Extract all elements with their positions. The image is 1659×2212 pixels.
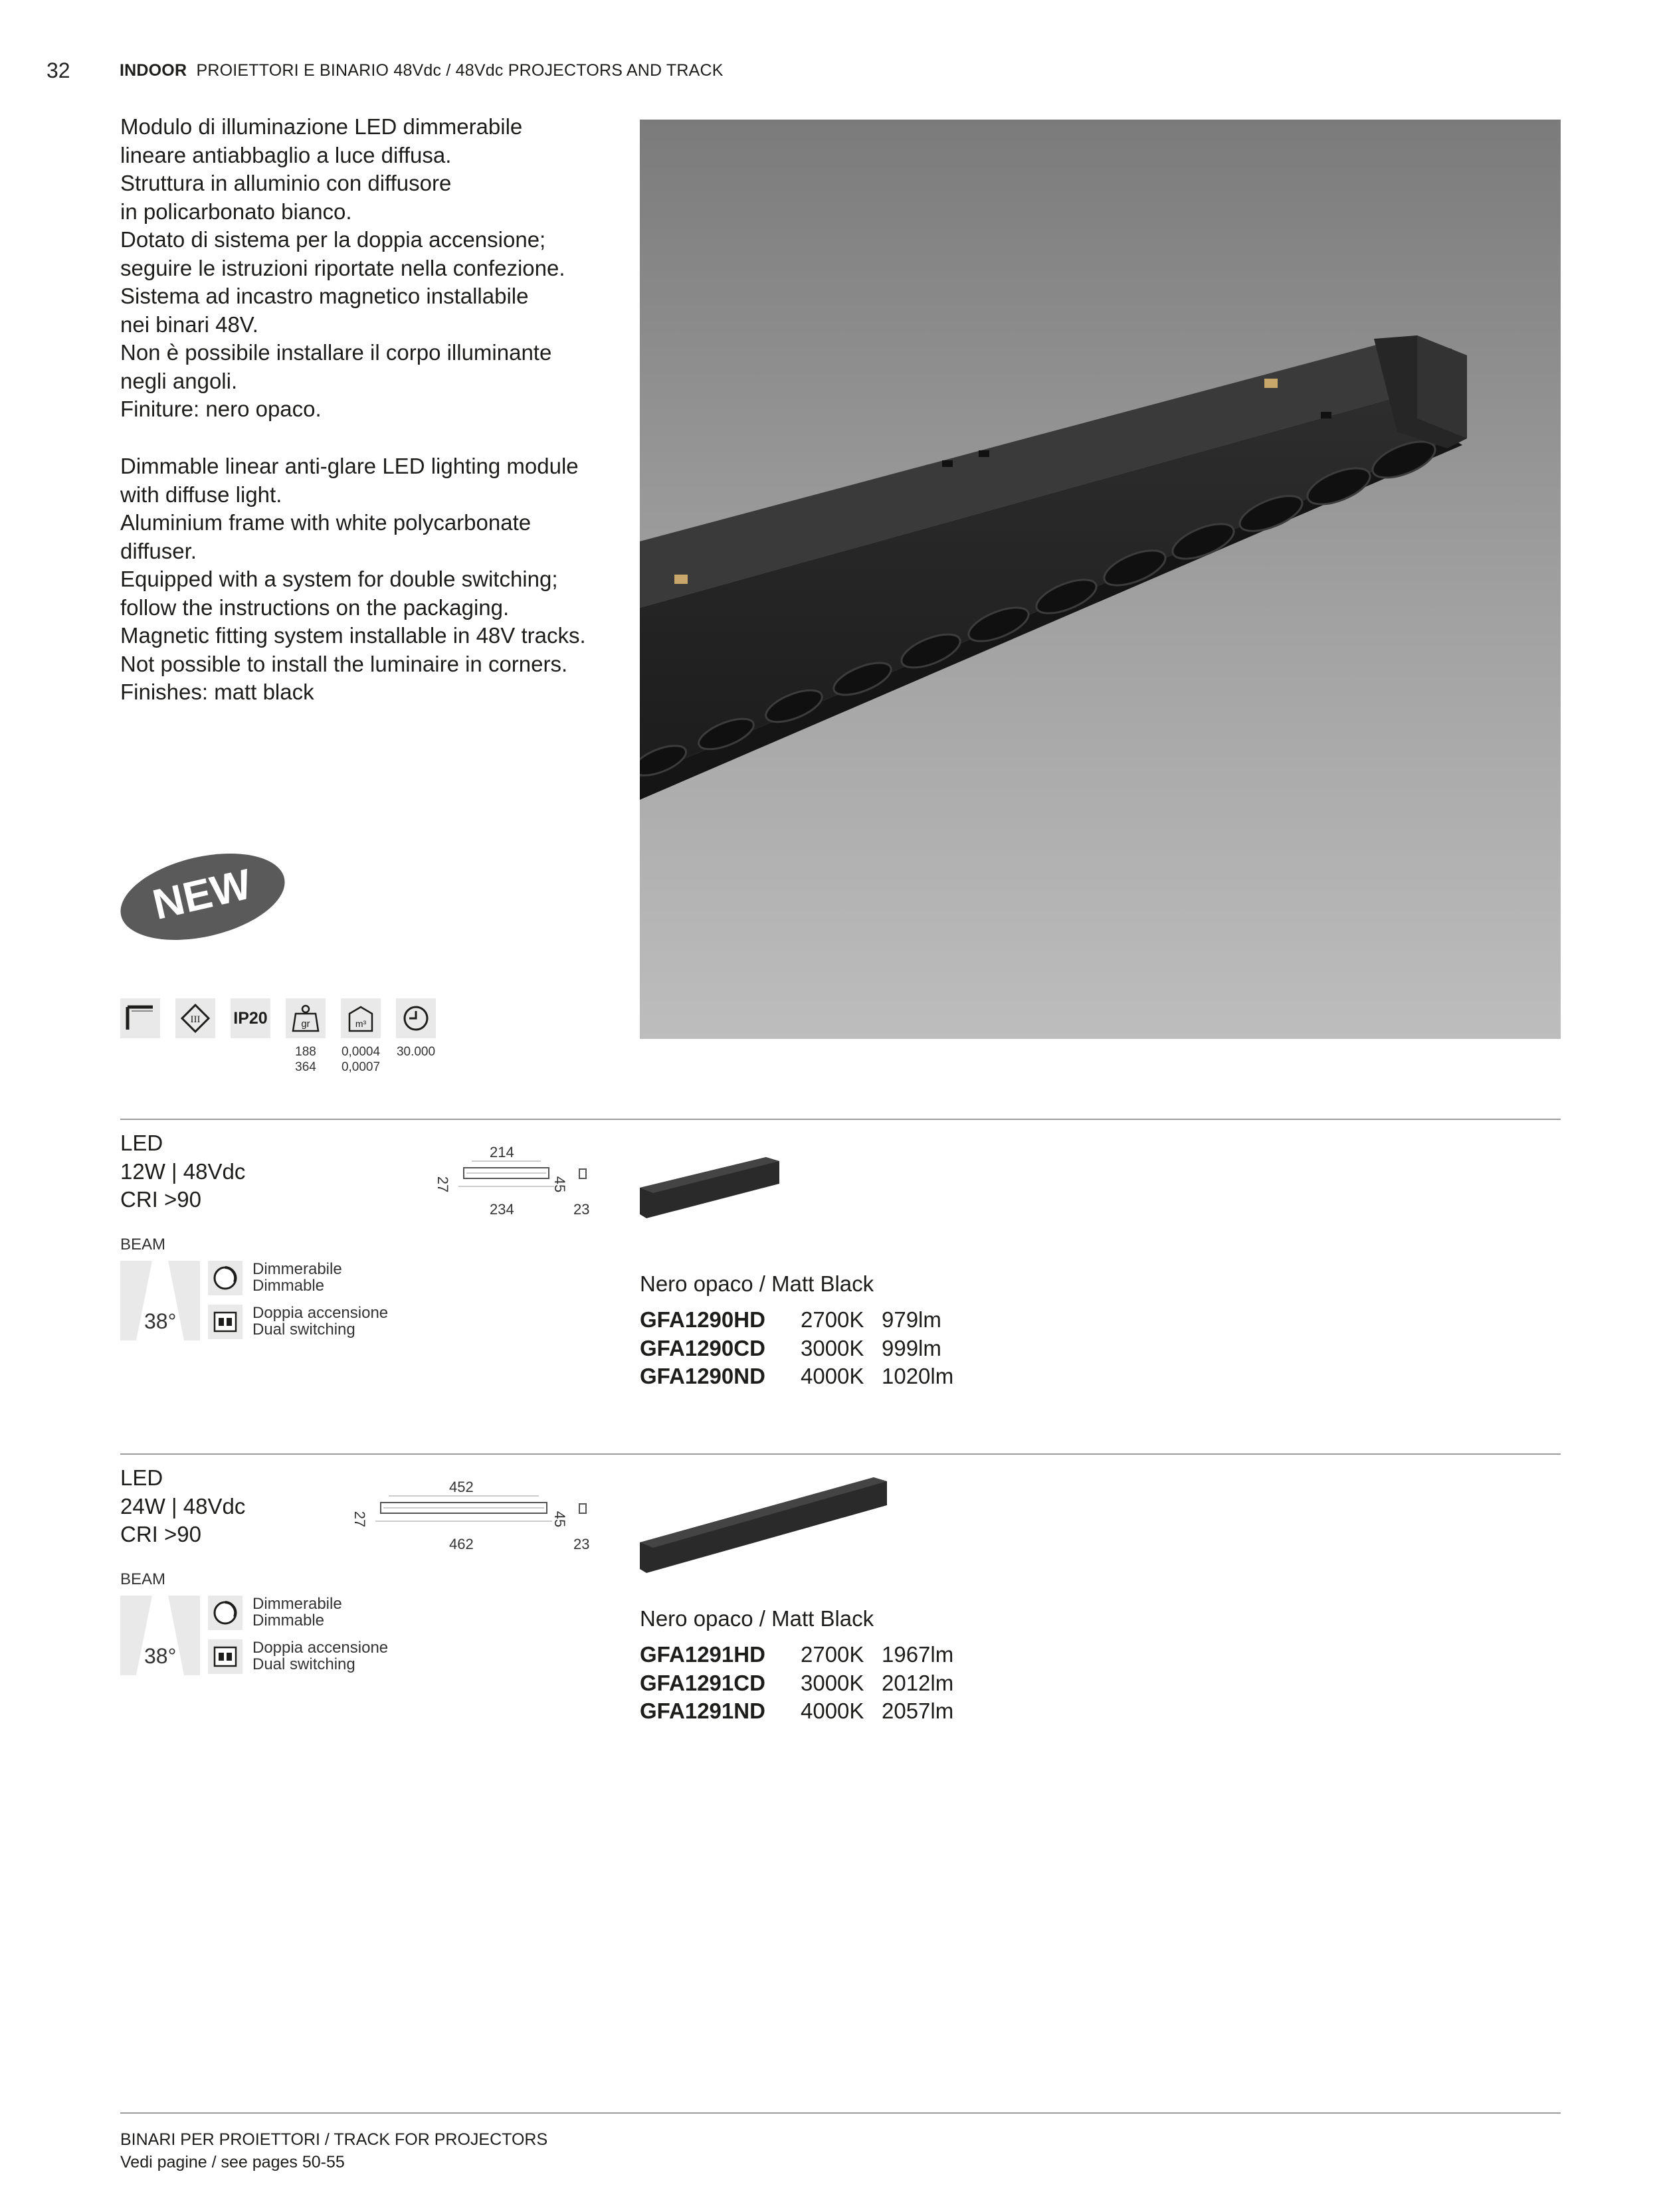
lumen-output: 2012lm <box>882 1670 954 1695</box>
product-code-row <box>640 1362 953 1391</box>
feature-it: Doppia accensione <box>252 1639 389 1657</box>
volume-value: 0,0007 <box>341 1060 381 1074</box>
description-english <box>120 452 625 707</box>
description-line: Finiture: nero opaco. <box>120 397 322 421</box>
product-code: GFA1291ND <box>640 1699 765 1723</box>
beam-angle: 38° <box>144 1644 177 1668</box>
feature-en: Dimmable <box>252 1612 325 1629</box>
product-code-row <box>640 1697 953 1726</box>
lumen-output: 979lm <box>882 1307 941 1332</box>
feature-it: Dimmerabile <box>252 1595 342 1613</box>
track-mount-icon <box>120 998 160 1038</box>
description-line: Struttura in alluminio con diffusore <box>120 171 452 195</box>
dimmable-text <box>252 1596 342 1629</box>
description-line: Magnetic fitting system installable in 48V tracks. <box>120 623 586 648</box>
feature-en: Dual switching <box>252 1321 355 1338</box>
dim-total-length: 234 <box>490 1201 514 1218</box>
product-code: GFA1291CD <box>640 1670 765 1695</box>
dim-width: 23 <box>573 1536 590 1552</box>
footer-reference: Vedi pagine / see pages 50-55 <box>120 2153 345 2171</box>
description-line: seguire le istruzioni riportate nella confezione. <box>120 255 565 280</box>
dual-switching-text <box>252 1305 388 1338</box>
class-iii-icon <box>175 998 215 1038</box>
description-line: nei binari 48V. <box>120 312 258 337</box>
description-line: Aluminium frame with white polycarbonate <box>120 510 532 535</box>
weight-icon <box>286 998 326 1038</box>
product-code: GFA1290CD <box>640 1335 765 1360</box>
dim-height-a: 27 <box>351 1511 369 1528</box>
description-line: follow the instructions on the packaging. <box>120 595 510 620</box>
lumen-output: 999lm <box>882 1335 941 1360</box>
volume-values <box>334 1044 387 1075</box>
product-code-row <box>640 1669 953 1698</box>
dim-height-a: 27 <box>435 1176 452 1193</box>
product-code-row <box>640 1641 953 1669</box>
page-header <box>120 61 724 80</box>
beam-angle-box <box>120 1261 200 1340</box>
description-line: with diffuse light. <box>120 482 282 507</box>
description-italian <box>120 113 625 424</box>
power-voltage: 12W | 48Vdc <box>120 1158 246 1184</box>
dim-height-b: 45 <box>551 1511 569 1528</box>
product-code: GFA1290ND <box>640 1364 765 1388</box>
dim-height-b: 45 <box>551 1176 569 1193</box>
color-temperature: 2700K <box>801 1307 864 1332</box>
lifetime-clock-icon <box>396 998 436 1038</box>
lumen-output: 2057lm <box>882 1699 954 1723</box>
product-code-table <box>640 1306 953 1391</box>
feature-it: Doppia accensione <box>252 1304 389 1322</box>
footer-title: BINARI PER PROIETTORI / TRACK FOR PROJECTORS <box>120 2130 548 2149</box>
description-line: in policarbonato bianco. <box>120 199 352 224</box>
color-temperature: 3000K <box>801 1335 864 1360</box>
weight-value: 188 <box>295 1045 316 1059</box>
header-subtitle: PROIETTORI E BINARIO 48Vdc / 48Vdc PROJECTORS AND TRACK <box>196 61 724 80</box>
description-line: Non è possibile installare il corpo illuminante <box>120 340 552 365</box>
dim-inner-length: 214 <box>490 1144 514 1160</box>
color-temperature: 4000K <box>801 1699 864 1723</box>
beam-label: BEAM <box>120 1236 166 1253</box>
product-code-table <box>640 1641 953 1726</box>
weight-icon-text: gr <box>301 1018 310 1030</box>
feature-en: Dimmable <box>252 1277 325 1295</box>
svg-text:III: III <box>190 1014 201 1025</box>
description-line: negli angoli. <box>120 368 238 393</box>
product-24w-specs <box>120 1464 245 1549</box>
product-12w-specs <box>120 1129 245 1214</box>
dim-inner-length: 452 <box>449 1479 474 1495</box>
header-section: INDOOR <box>120 61 187 80</box>
cri-value: CRI >90 <box>120 1522 201 1546</box>
dim-total-length: 462 <box>449 1536 474 1552</box>
footer-divider <box>120 2112 1561 2114</box>
weight-value: 364 <box>295 1060 316 1074</box>
section-divider <box>120 1119 1561 1120</box>
ip-rating-label: IP20 <box>233 1008 268 1028</box>
product-code: GFA1291HD <box>640 1642 765 1667</box>
volume-icon <box>341 998 381 1038</box>
description-line: Sistema ad incastro magnetico installabile <box>120 284 529 308</box>
product-code-row <box>640 1306 953 1335</box>
description-line: Dotato di sistema per la doppia accensione; <box>120 227 546 252</box>
color-temperature: 3000K <box>801 1670 864 1695</box>
product-code-row <box>640 1335 953 1363</box>
ip-rating-icon <box>231 998 270 1038</box>
lumen-output: 1967lm <box>882 1642 954 1667</box>
color-temperature: 4000K <box>801 1364 864 1388</box>
page-number: 32 <box>47 58 70 82</box>
cri-value: CRI >90 <box>120 1187 201 1212</box>
description-line: diffuser. <box>120 538 197 563</box>
power-voltage: 24W | 48Vdc <box>120 1493 246 1519</box>
description-line: Dimmable linear anti-glare LED lighting module <box>120 454 579 478</box>
description-line: lineare antiabbaglio a luce diffusa. <box>120 142 452 167</box>
lumen-output: 1020lm <box>882 1364 954 1388</box>
description-line: Modulo di illuminazione LED dimmerabile <box>120 114 523 139</box>
light-source: LED <box>120 1465 163 1490</box>
product-photo <box>640 120 1561 1039</box>
weight-values <box>286 1044 326 1075</box>
finish-label: Nero opaco / Matt Black <box>640 1606 874 1631</box>
description-line: Equipped with a system for double switching; <box>120 567 558 591</box>
dual-switching-icon <box>208 1639 243 1674</box>
feature-it: Dimmerabile <box>252 1260 342 1278</box>
section-divider <box>120 1453 1561 1455</box>
new-badge <box>116 852 289 942</box>
lifetime-value: 30.000 <box>396 1045 436 1059</box>
dimmable-icon <box>208 1261 243 1295</box>
beam-angle: 38° <box>144 1309 177 1333</box>
product-thumbnail-24w <box>640 1476 887 1576</box>
description-line: Not possible to install the luminaire in corners. <box>120 651 568 676</box>
volume-icon-text: m³ <box>355 1018 367 1029</box>
beam-label: BEAM <box>120 1570 166 1588</box>
dual-switching-icon <box>208 1305 243 1339</box>
volume-value: 0,0004 <box>341 1045 381 1059</box>
product-code: GFA1290HD <box>640 1307 765 1332</box>
light-source: LED <box>120 1131 163 1155</box>
new-badge-label: NEW <box>148 860 256 929</box>
feature-en: Dual switching <box>252 1655 355 1673</box>
beam-angle-box <box>120 1596 200 1675</box>
dimmable-text <box>252 1261 342 1294</box>
dual-switching-text <box>252 1639 388 1673</box>
finish-label: Nero opaco / Matt Black <box>640 1271 874 1296</box>
description-line: Finishes: matt black <box>120 680 314 704</box>
color-temperature: 2700K <box>801 1642 864 1667</box>
dimmable-icon <box>208 1596 243 1630</box>
product-thumbnail-12w <box>640 1154 779 1221</box>
dim-width: 23 <box>573 1201 590 1218</box>
